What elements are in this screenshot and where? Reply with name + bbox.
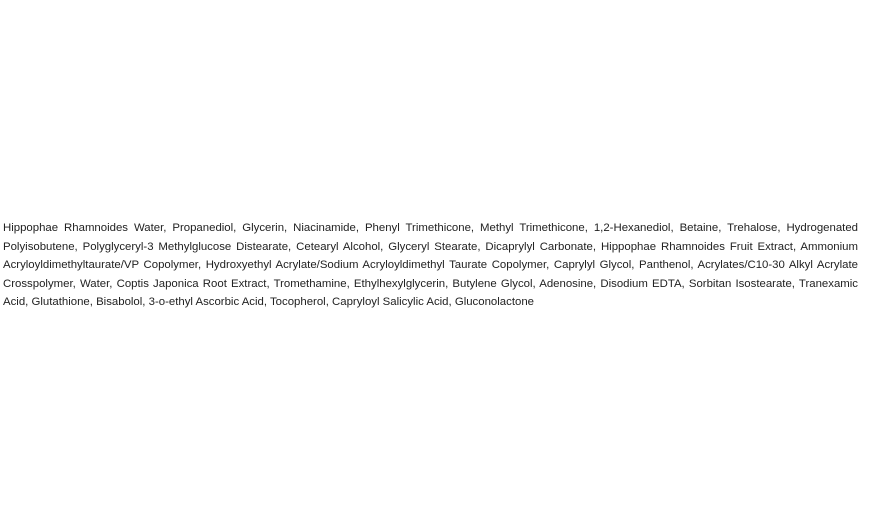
ingredients-paragraph: Hippophae Rhamnoides Water, Propanediol, Glycerin, Niacinamide, Phenyl Trimethicone, Methyl Trimethicone, 1,2-Hexanediol, Betaine, Trehalose, Hydrogenated Polyisobutene, Polyglyceryl-3 Methylglucose Distearate, Cetearyl Alcohol, Glyceryl Stearate, Dicaprylyl Carbonate, Hippophae Rhamnoides Fruit Extract, Ammonium Acryloyldimethyltaurate/VP Copolymer, Hydroxyethyl Acrylate/Sodium Acryloyldimethyl Taurate Copolymer, Caprylyl Glycol, Panthenol, Acrylates/C10-30 Alkyl Acrylate Crosspolymer, Water, Coptis Japonica Root Extract, Tromethamine, Ethylhexylglycerin, Butylene Glycol, Adenosine, Disodium EDTA, Sorbitan Isostearate, Tranexamic Acid, Glutathione, Bisabolol, 3-o-ethyl Ascorbic Acid, Tocopherol, Capryloyl Salicylic Acid, Gluconolactone [3, 222, 858, 309]
